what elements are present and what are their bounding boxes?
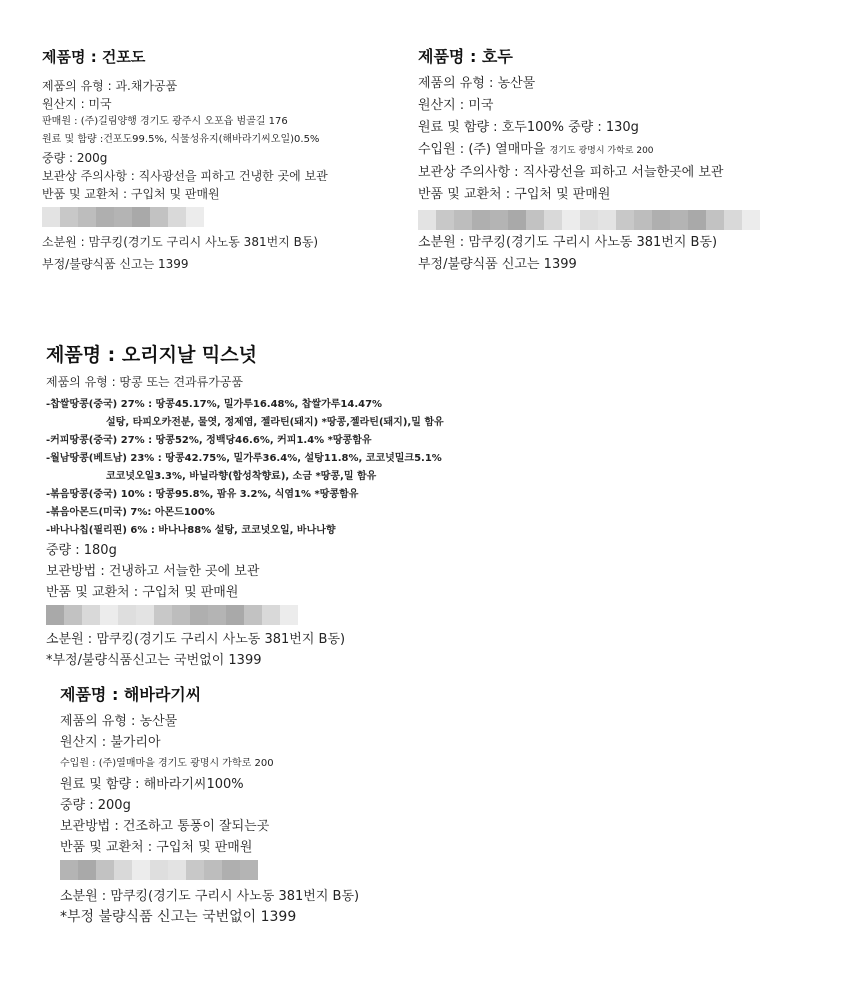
mosaic-block — [114, 207, 132, 227]
mosaic-block — [634, 210, 652, 230]
origin: 원산지 : 미국 — [42, 97, 112, 111]
product-title: 제품명 : 건포도 — [42, 48, 146, 66]
mosaic-block — [132, 207, 150, 227]
mosaic-block — [132, 860, 150, 880]
product-type: 제품의 유형 : 농산물 — [418, 76, 536, 91]
weight: 중량 : 200g — [42, 151, 108, 165]
mosaic-block — [742, 210, 760, 230]
mosaic-block — [244, 605, 262, 625]
label-sunflower — [60, 682, 359, 928]
mosaic-block — [64, 605, 82, 625]
ingredient-line: -볶음땅콩(중국) 10% : 땅콩95.8%, 팜유 3.2%, 식염1% *땅콩함유 — [46, 489, 359, 500]
mosaic-block — [150, 207, 168, 227]
product-type: 제품의 유형 : 땅콩 또는 견과류가공품 — [46, 375, 243, 389]
mosaic-block — [226, 605, 244, 625]
mosaic-block — [190, 605, 208, 625]
origin: 원산지 : 미국 — [418, 98, 494, 113]
label-raisin — [42, 46, 328, 273]
report-hotline: 부정/불량식품 신고는 1399 — [418, 257, 577, 272]
returns-info: 반품 및 교환처 : 구입처 및 판매원 — [46, 585, 239, 600]
redacted-mosaic — [60, 860, 359, 880]
mosaic-block — [670, 210, 688, 230]
mosaic-block — [172, 605, 190, 625]
label-mixnut — [46, 340, 444, 671]
mosaic-block — [240, 860, 258, 880]
mosaic-block — [150, 860, 168, 880]
mosaic-block — [418, 210, 436, 230]
importer: 수입원 : (주)열매마을 경기도 광명시 가학로 200 — [60, 758, 274, 769]
storage-method: 보관방법 : 건조하고 통풍이 잘되는곳 — [60, 819, 270, 834]
mosaic-block — [168, 207, 186, 227]
mosaic-block — [436, 210, 454, 230]
mosaic-block — [472, 210, 490, 230]
mosaic-block — [490, 210, 508, 230]
importer — [418, 139, 760, 162]
label-walnut — [418, 44, 760, 276]
product-title: 제품명 : 호두 — [418, 47, 513, 66]
distributor: 소분원 : 맘쿠킹(경기도 구리시 사노동 381번지 B동) — [418, 235, 718, 250]
mosaic-block — [204, 860, 222, 880]
mosaic-block — [186, 860, 204, 880]
mosaic-block — [46, 605, 64, 625]
mosaic-block — [562, 210, 580, 230]
mosaic-block — [652, 210, 670, 230]
mosaic-block — [598, 210, 616, 230]
mosaic-block — [96, 860, 114, 880]
mosaic-block — [526, 210, 544, 230]
mosaic-block — [168, 860, 186, 880]
mosaic-block — [616, 210, 634, 230]
product-type: 제품의 유형 : 농산물 — [60, 714, 178, 729]
mosaic-block — [60, 860, 78, 880]
product-title: 제품명 : 해바라기씨 — [60, 685, 202, 704]
mosaic-block — [280, 605, 298, 625]
mosaic-block — [60, 207, 78, 227]
redacted-mosaic — [418, 210, 760, 230]
ingredient-line: 설탕, 타피오카전분, 물엿, 정제염, 젤라틴(돼지) *땅콩,젤라틴(돼지),밀 함유 — [106, 417, 444, 428]
mosaic-block — [454, 210, 472, 230]
ingredients: 원료 및 함량 : 호두100% 중량 : 130g — [418, 120, 639, 135]
ingredients: 원료 및 함량 : 해바라기씨100% — [60, 777, 244, 792]
redacted-mosaic — [46, 605, 444, 625]
mosaic-block — [154, 605, 172, 625]
product-title: 제품명 : 오리지날 믹스넛 — [46, 344, 257, 366]
ingredient-line: -찹쌀땅콩(중국) 27% : 땅콩45.17%, 밀가루16.48%, 찹쌀가루14.47% — [46, 399, 383, 410]
mosaic-block — [208, 605, 226, 625]
importer-address: 경기도 광명시 가학로 200 — [549, 146, 654, 156]
returns-info: 반품 및 교환처 : 구입처 및 판매원 — [60, 840, 253, 855]
mosaic-block — [100, 605, 118, 625]
mosaic-block — [96, 207, 114, 227]
returns-info: 반품 및 교환처 : 구입처 및 판매원 — [418, 187, 611, 202]
distributor: 소분원 : 맘쿠킹(경기도 구리시 사노동 381번지 B동) — [46, 632, 346, 647]
returns-info: 반품 및 교환처 : 구입처 및 판매원 — [42, 187, 220, 201]
origin: 원산지 : 불가리아 — [60, 735, 161, 750]
mosaic-block — [114, 860, 132, 880]
mosaic-block — [136, 605, 154, 625]
mosaic-block — [262, 605, 280, 625]
storage-method: 보관방법 : 건냉하고 서늘한 곳에 보관 — [46, 564, 260, 579]
product-type: 제품의 유형 : 과.채가공품 — [42, 79, 178, 93]
seller: 판매원 : (주)길림양행 경기도 광주시 오포읍 범골길 176 — [42, 116, 288, 127]
distributor: 소분원 : 맘쿠킹(경기도 구리시 사노동 381번지 B동) — [42, 235, 319, 249]
mosaic-block — [186, 207, 204, 227]
mosaic-block — [688, 210, 706, 230]
weight: 중량 : 200g — [60, 798, 131, 813]
storage-notice: 보관상 주의사항 : 직사광선을 피하고 건냉한 곳에 보관 — [42, 169, 328, 183]
mosaic-block — [508, 210, 526, 230]
mosaic-block — [78, 207, 96, 227]
ingredient-line: -월남땅콩(베트남) 23% : 땅콩42.75%, 밀가루36.4%, 설탕11.8%, 코코넛밀크5.1% — [46, 453, 442, 464]
ingredient-line: -커피땅콩(중국) 27% : 땅콩52%, 정백당46.6%, 커피1.4% *땅콩함유 — [46, 435, 372, 446]
report-hotline: *부정 불량식품 신고는 국번없이 1399 — [60, 909, 297, 925]
ingredient-line: 코코넛오일3.3%, 바닐라향(합성착향료), 소금 *땅콩,밀 함유 — [106, 471, 377, 482]
mosaic-block — [544, 210, 562, 230]
importer-label: 수입원 : (주) 열매마을 — [418, 142, 546, 157]
mosaic-block — [724, 210, 742, 230]
ingredients: 원료 및 함량 :건포도99.5%, 식물성유지(해바라기씨오일)0.5% — [42, 134, 320, 145]
mosaic-block — [42, 207, 60, 227]
mosaic-block — [78, 860, 96, 880]
mosaic-block — [222, 860, 240, 880]
mosaic-block — [706, 210, 724, 230]
weight: 중량 : 180g — [46, 543, 117, 558]
mosaic-block — [580, 210, 598, 230]
mosaic-block — [118, 605, 136, 625]
redacted-mosaic — [42, 207, 328, 227]
report-hotline: *부정/불량식품신고는 국번없이 1399 — [46, 653, 262, 668]
report-hotline: 부정/불량식품 신고는 1399 — [42, 257, 189, 271]
storage-notice: 보관상 주의사항 : 직사광선을 피하고 서늘한곳에 보관 — [418, 165, 724, 180]
ingredient-line: -볶음아몬드(미국) 7%: 아몬드100% — [46, 507, 215, 518]
mosaic-block — [82, 605, 100, 625]
ingredient-line: -바나나칩(필리핀) 6% : 바나나88% 설탕, 코코넛오일, 바나나향 — [46, 525, 336, 536]
distributor: 소분원 : 맘쿠킹(경기도 구리시 사노동 381번지 B동) — [60, 889, 360, 904]
